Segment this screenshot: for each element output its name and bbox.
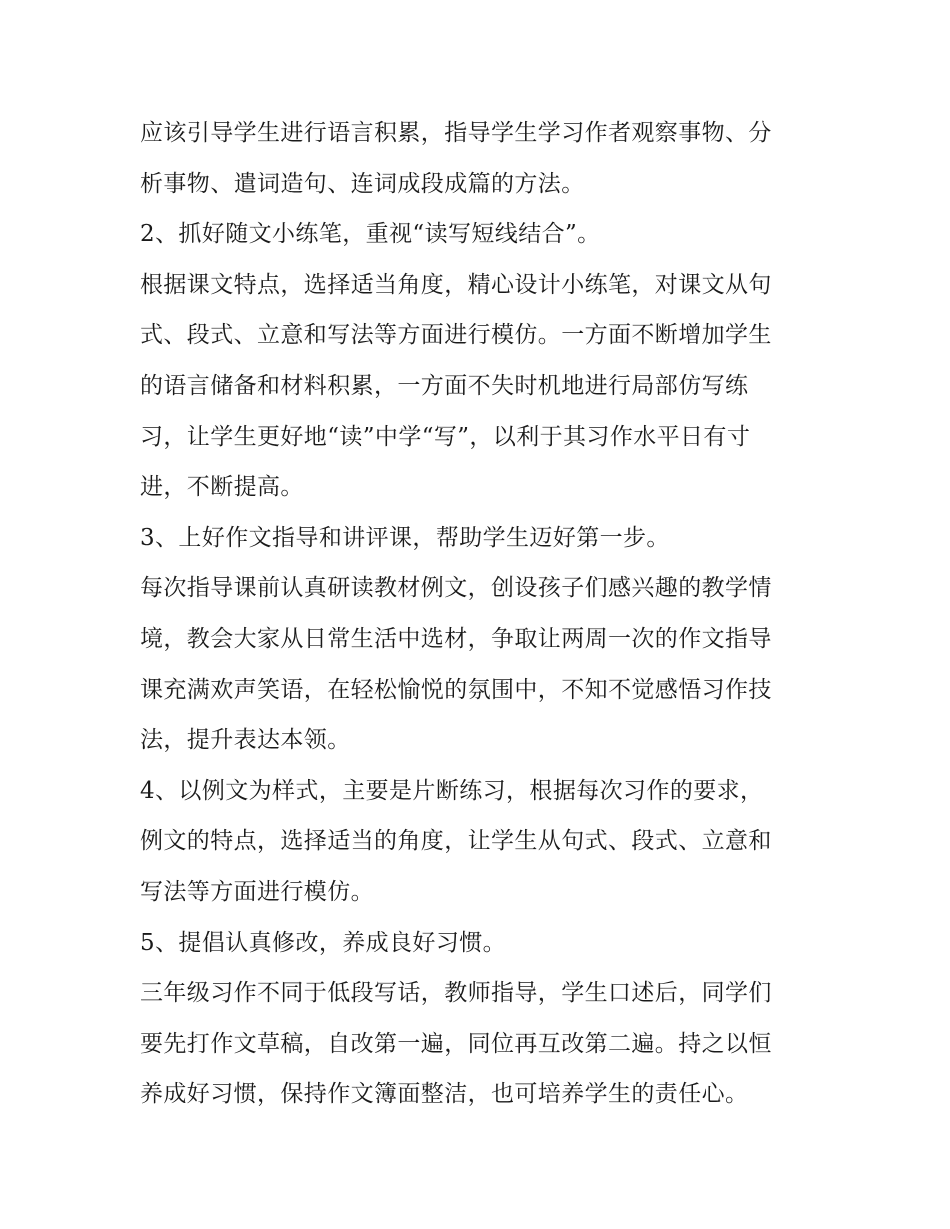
section-heading: 2、抓好随文小练笔，重视“读写短线结合”。 — [140, 221, 601, 248]
text-line: 每次指导课前认真研读教材例文，创设孩子们感兴趣的教学情 — [140, 575, 772, 602]
section-heading: 5、提倡认真修改，养成良好习惯。 — [140, 929, 507, 956]
text-line: 根据课文特点，选择适当角度，精心设计小练笔，对课文从句 — [140, 271, 772, 298]
text-line: 应该引导学生进行语言积累，指导学生学习作者观察事物、分 — [140, 120, 772, 146]
text-line: 的语言储备和材料积累，一方面不失时机地进行局部仿写练 — [140, 372, 749, 399]
text-line: 养成好习惯，保持作文簿面整洁，也可培养学生的责任心。 — [140, 1081, 749, 1108]
text-line: 三年级习作不同于低段写话，教师指导，学生口述后，同学们 — [140, 980, 772, 1007]
text-line: 习，让学生更好地“读”中学“写”，以利于其习作水平日有寸 — [140, 423, 751, 450]
text-line: 法，提升表达本领。 — [140, 727, 351, 754]
text-line: 析事物、遣词造句、连词成段成篇的方法。 — [140, 170, 585, 197]
text-line: 要先打作文草稿，自改第一遍，同位再互改第二遍。持之以恒 — [140, 1030, 772, 1057]
section-heading: 4、以例文为样式，主要是片断练习，根据每次习作的要求， — [140, 777, 764, 804]
text-line: 式、段式、立意和写法等方面进行模仿。一方面不断增加学生 — [140, 322, 772, 349]
text-line: 境，教会大家从日常生活中选材，争取让两周一次的作文指导 — [140, 625, 772, 652]
text-line: 写法等方面进行模仿。 — [140, 878, 374, 905]
text-line: 课充满欢声笑语，在轻松愉悦的氛围中，不知不觉感悟习作技 — [140, 676, 772, 703]
section-heading: 3、上好作文指导和讲评课，帮助学生迈好第一步。 — [140, 524, 670, 551]
document-body — [140, 108, 830, 1120]
text-line: 例文的特点，选择适当的角度，让学生从句式、段式、立意和 — [140, 828, 772, 855]
text-line: 进，不断提高。 — [140, 474, 304, 501]
